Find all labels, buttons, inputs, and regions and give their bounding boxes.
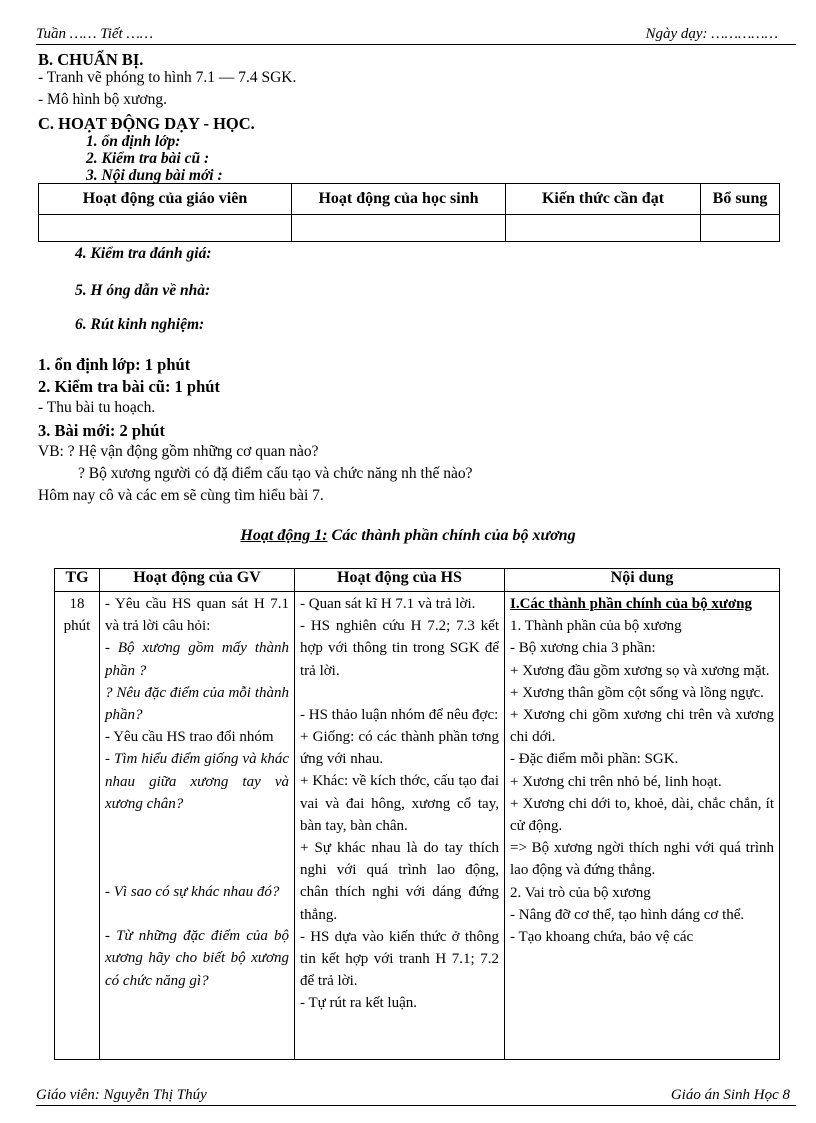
time-cell: [55, 592, 100, 1060]
col-content: Nội dung: [505, 569, 780, 592]
content-item: => Bộ xương ngời thích nghi với quá trình lao động và đứng thẳng.: [510, 840, 774, 879]
header-week-period: Tuần …… Tiết ……: [36, 26, 154, 42]
step-4: 4. Kiểm tra đánh giá:: [75, 245, 212, 262]
gv-activity: - Bộ xương gồm mấy thành phần ?: [105, 640, 289, 679]
gv-activity: - Tìm hiểu điểm giống và khác nhau giữa xương tay và xương chân?: [105, 751, 289, 812]
empty-cell: [506, 215, 701, 242]
step-3: 3. Nội dung bài mới :: [86, 167, 223, 184]
prep-item: - Mô hình bộ xương.: [38, 91, 167, 108]
content-item: + Xương đầu gồm xương sọ và xương mặt.: [510, 662, 770, 679]
activities-title: C. HOẠT ĐỘNG DẠY - HỌC.: [38, 114, 255, 133]
col-knowledge: Kiến thức cần đạt: [506, 184, 701, 215]
empty-cell: [292, 215, 506, 242]
content-item: - Tạo khoang chứa, bảo vệ các: [510, 929, 694, 946]
footer-teacher: Giáo viên: Nguyễn Thị Thúy: [36, 1087, 207, 1103]
gv-activity: - Yêu cầu HS quan sát H 7.1 và trả lời câu hỏi:: [105, 596, 289, 635]
lesson-intro: Hôm nay cô và các em sẽ cùng tìm hiểu bài 7.: [38, 487, 324, 504]
header-teaching-date: Ngày dạy: ……………: [645, 26, 778, 42]
content-item: + Xương thân gồm cột sống và lồng ngực.: [510, 684, 764, 701]
content-item: 1. Thành phần của bộ xương: [510, 618, 682, 635]
hs-activity: - HS thảo luận nhóm để nêu đợc:: [300, 706, 499, 723]
content-item: + Xương chi dới to, khoẻ, dài, chắc chắn, ít cử động.: [510, 795, 774, 835]
col-student-activity: Hoạt động của học sinh: [292, 184, 506, 215]
gv-activity: - Vì sao có sự khác nhau đó?: [105, 884, 280, 901]
empty-cell: [39, 215, 292, 242]
hs-activity: - HS nghiên cứu H 7.2; 7.3 kết hợp với thông tin trong SGK để trả lời.: [300, 618, 499, 679]
footer-subject: Giáo án Sinh Học 8: [670, 1087, 790, 1103]
col-time: TG: [55, 569, 100, 592]
content-item: - Bộ xương chia 3 phần:: [510, 640, 656, 657]
question-1: VB: ? Hệ vận động gồm những cơ quan nào?: [38, 443, 319, 460]
lesson-step-3: 3. Bài mới: 2 phút: [38, 421, 165, 440]
hs-activity: + Giống: có các thành phần tơng ứng với nhau.: [300, 729, 499, 768]
gv-activity: - Yêu cầu HS trao đổi nhóm: [105, 729, 274, 746]
empty-cell: [701, 215, 780, 242]
page-header: [36, 22, 796, 45]
col-hs: Hoạt động của HS: [295, 569, 505, 592]
step-5: 5. H óng dẫn về nhà:: [75, 282, 211, 299]
content-item: - Nâng đỡ cơ thể, tạo hình dáng cơ thể.: [510, 906, 745, 923]
gv-activity: ? Nêu đặc điểm của mỗi thành phần?: [105, 684, 289, 724]
lesson-step-1: 1. ổn định lớp: 1 phút: [38, 355, 191, 374]
hs-cell: [295, 592, 505, 1060]
col-teacher-activity: Hoạt động của giáo viên: [39, 184, 292, 215]
gv-activity: - Từ những đặc điểm của bộ xương hãy cho biết bộ xương có chức năng gì?: [105, 928, 289, 989]
content-heading: I.Các thành phần chính của bộ xương: [510, 596, 752, 612]
activity-1-title: [0, 527, 816, 545]
lesson-plan-table: [38, 183, 780, 242]
time-value: 18: [69, 596, 85, 612]
content-cell: [505, 592, 780, 1060]
hs-activity: - Quan sát kĩ H 7.1 và trả lời.: [300, 596, 476, 612]
lesson-step-2-detail: - Thu bài tu hoạch.: [38, 399, 156, 416]
prep-item: - Tranh vẽ phóng to hình 7.1 — 7.4 SGK.: [38, 69, 297, 86]
activity-table: [54, 568, 780, 1060]
question-2: ? Bộ xương người có đặ điểm cấu tạo và chức năng nh thế nào?: [78, 465, 473, 482]
col-gv: Hoạt động của GV: [100, 569, 295, 592]
content-item: + Xương chi gồm xương chi trên và xương chi dới.: [510, 707, 774, 746]
prep-title: B. CHUẨN BỊ.: [38, 50, 144, 69]
activity-1-label: Hoạt động 1:: [240, 527, 328, 544]
activity-1-text: Các thành phần chính của bộ xương: [327, 527, 576, 544]
step-1: 1. ổn định lớp:: [86, 133, 181, 150]
gv-cell: [100, 592, 295, 1060]
content-list: [510, 615, 774, 948]
page-footer: [36, 1085, 796, 1106]
hs-activity: + Khác: về kích thớc, cấu tạo đai vai và đai hông, xương cổ tay, bàn tay, bàn chân.: [300, 773, 499, 834]
content-item: + Xương chi trên nhỏ bé, linh hoạt.: [510, 773, 722, 790]
hs-activity: - Tự rút ra kết luận.: [300, 995, 417, 1012]
content-item: - Đặc điểm mỗi phần: SGK.: [510, 751, 679, 768]
content-item: 2. Vai trò của bộ xương: [510, 884, 651, 901]
time-unit: phút: [63, 618, 91, 635]
lesson-step-2: 2. Kiểm tra bài cũ: 1 phút: [38, 377, 220, 396]
step-6: 6. Rút kinh nghiệm:: [75, 316, 205, 333]
step-2: 2. Kiểm tra bài cũ :: [86, 150, 210, 167]
hs-activity: - HS dựa vào kiến thức ở thông tin kết hợp với tranh H 7.1; 7.2 để trả lời.: [300, 928, 499, 990]
hs-activity: + Sự khác nhau là do tay thích nghi với quá trình lao động, chân thích nghi với dáng đứng thẳng.: [300, 840, 499, 923]
col-supplement: Bổ sung: [701, 184, 780, 215]
